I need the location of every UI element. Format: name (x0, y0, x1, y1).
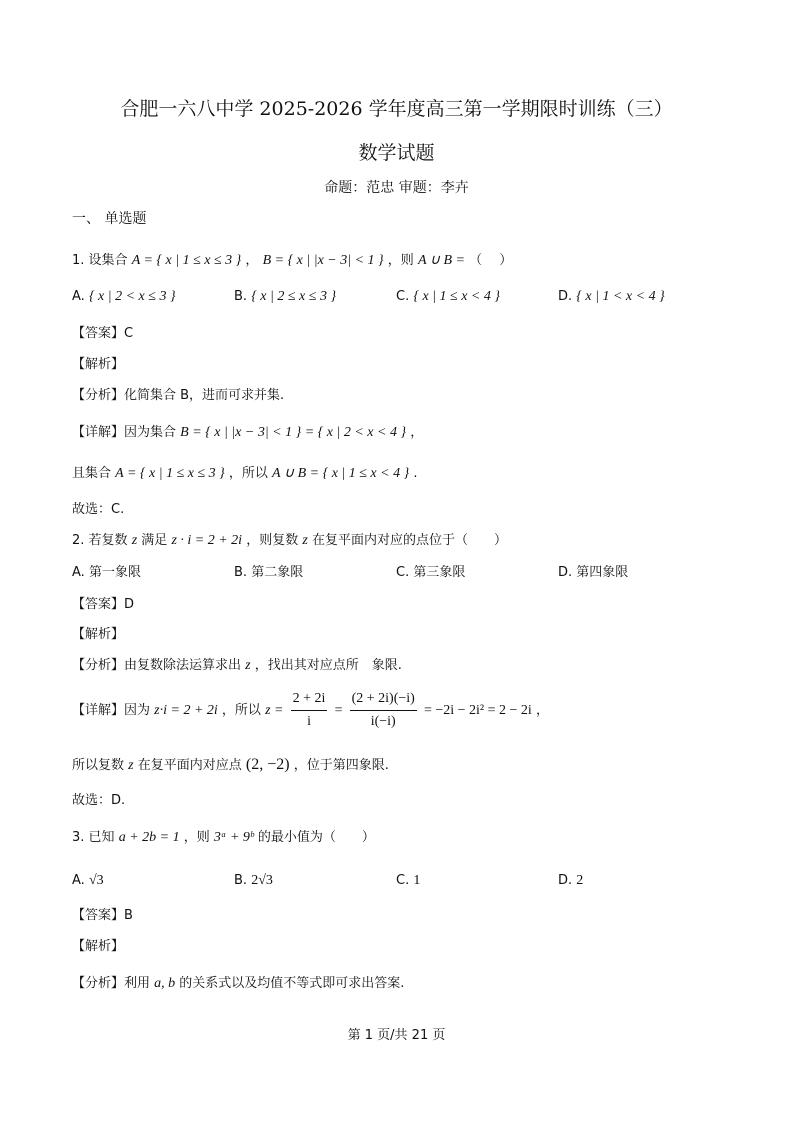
q3-stem-end: 的最小值为（ ） (257, 830, 375, 845)
q3-option-c (396, 872, 420, 890)
q1-paren: （ ） (469, 253, 513, 268)
option-label: B. (234, 873, 248, 888)
q1-detail-expr: B = { x | |x − 3| < 1 } = { x | 2 < x < 4 } (180, 425, 407, 440)
option-label: A. (72, 873, 85, 888)
option-text: 第四象限 (576, 565, 629, 580)
q2-fenxi-suffix: ，找出其对应点所 象限. (254, 658, 402, 673)
q1-detail-line2 (72, 465, 417, 483)
q3-stem-mid: ，则 (183, 830, 210, 845)
option-label: B. (234, 289, 248, 304)
q2-line2-prefix: 所以复数 (72, 758, 125, 773)
option-text: 第三象限 (413, 565, 466, 580)
q3-cond: a + 2b = 1 (118, 830, 180, 845)
section-heading: 一、 单选题 (72, 211, 147, 227)
option-label: B. (234, 565, 248, 580)
option-text: 2√3 (251, 873, 273, 888)
q2-option-b (234, 564, 303, 582)
q2-option-c (396, 564, 465, 582)
q1-option-c (396, 288, 500, 306)
q2-fraction-1 (291, 688, 328, 733)
q1-expr: A ∪ B = (417, 253, 465, 268)
q1-line2-expr: A ∪ B = { x | 1 ≤ x < 4 } (272, 466, 410, 481)
q3-fenxi-suffix: 的关系式以及均值不等式即可求出答案. (179, 976, 405, 991)
q2-fenxi (72, 657, 402, 675)
q2-z: z (302, 533, 308, 548)
q2-cond: z · i = 2 + 2i (171, 533, 243, 548)
q1-option-b (234, 288, 336, 306)
q2-stem-end: 在复平面内对应的点位于（ ） (311, 533, 507, 548)
option-label: D. (558, 289, 573, 304)
q2-z: z (128, 758, 134, 773)
q3-stem (72, 829, 375, 847)
option-text: 2 (576, 873, 584, 888)
q1-detail (72, 424, 423, 442)
q3-fenxi-prefix: 【分析】利用 (72, 976, 151, 991)
q1-line2-a: A = { x | 1 ≤ x ≤ 3 } (115, 466, 225, 481)
q2-line2-end: ，位于第四象限. (293, 758, 389, 773)
q3-expr: 3ᵃ + 9ᵇ (213, 830, 254, 845)
q2-fenxi-prefix: 【分析】由复数除法运算求出 (72, 658, 242, 673)
option-text: { x | 1 ≤ x < 4 } (413, 289, 500, 304)
q1-option-d (558, 288, 665, 306)
option-label: C. (396, 565, 410, 580)
option-text: 第二象限 (251, 565, 304, 580)
q2-detail-z: z = (265, 703, 284, 718)
q2-stem (72, 532, 507, 550)
q3-answer: 【答案】B (72, 908, 133, 923)
option-label: A. (72, 289, 85, 304)
q2-choice: 故选：D. (72, 793, 126, 808)
authors-line: 命题：范忠 审题：李卉 (324, 180, 469, 196)
fraction-denominator: i(−i) (370, 714, 396, 729)
q2-fraction-2 (350, 688, 417, 733)
q1-jiexi: 【解析】 (72, 357, 125, 372)
q2-detail-prefix: 【详解】因为 (72, 703, 151, 718)
option-label: D. (558, 873, 573, 888)
option-label: D. (558, 565, 573, 580)
subject-title: 数学试题 (358, 142, 435, 164)
option-text: { x | 1 < x < 4 } (576, 289, 665, 304)
q3-option-d (558, 872, 583, 890)
q2-answer: 【答案】D (72, 597, 135, 612)
option-label: C. (396, 873, 410, 888)
q2-detail-line2 (72, 756, 389, 775)
q1-sep: ， (245, 253, 259, 268)
q1-set-b: B = { x | |x − 3| < 1 } (262, 253, 384, 268)
q2-line2-mid: 在复平面内对应点 (137, 758, 242, 773)
q2-detail-end: ， (535, 703, 549, 718)
q2-z: z (131, 533, 138, 548)
option-text: √3 (88, 873, 104, 888)
option-text: { x | 2 ≤ x ≤ 3 } (251, 289, 337, 304)
q1-line2-end: . (413, 466, 418, 481)
fraction-numerator: (2 + 2i)(−i) (350, 688, 417, 711)
q2-detail (72, 688, 549, 734)
q2-point: (2, −2) (245, 756, 290, 773)
q2-stem-mid2: ，则复数 (246, 533, 299, 548)
q2-stem-prefix: 2. 若复数 (72, 533, 128, 548)
fraction-numerator: 2 + 2i (291, 688, 328, 711)
q1-detail-suffix: ， (410, 425, 424, 440)
option-label: C. (396, 289, 410, 304)
q2-option-d (558, 564, 628, 582)
q1-option-a (72, 288, 176, 306)
fraction-denominator: i (307, 714, 311, 729)
q3-option-a (72, 872, 104, 890)
q1-stem-prefix: 1. 设集合 (72, 253, 128, 268)
q1-mid: ，则 (387, 253, 414, 268)
q3-fenxi (72, 975, 404, 993)
q2-detail-mid: ，所以 (221, 703, 261, 718)
q2-option-a (72, 564, 141, 582)
q2-detail-cond: z·i = 2 + 2i (154, 703, 218, 718)
equals-sign: = (334, 703, 343, 718)
option-text: { x | 2 < x ≤ 3 } (88, 289, 176, 304)
q3-option-b (234, 872, 273, 890)
q3-jiexi: 【解析】 (72, 939, 125, 954)
q2-stem-mid1: 满足 (141, 533, 168, 548)
page-footer: 第 1 页/共 21 页 (347, 1028, 446, 1043)
option-label: A. (72, 565, 85, 580)
q3-stem-prefix: 3. 已知 (72, 830, 115, 845)
q2-z: z (245, 658, 251, 673)
q1-line2-mid: ，所以 (228, 466, 268, 481)
q1-choice: 故选：C. (72, 502, 125, 517)
option-text: 1 (413, 873, 421, 888)
q1-detail-prefix: 【详解】因为集合 (72, 425, 177, 440)
option-text: 第一象限 (88, 565, 141, 580)
q1-set-a: A = { x | 1 ≤ x ≤ 3 } (131, 253, 242, 268)
q1-fenxi: 【分析】化简集合 B，进而可求并集. (72, 388, 285, 403)
q1-answer: 【答案】C (72, 326, 134, 341)
q1-line2-prefix: 且集合 (72, 466, 112, 481)
q2-jiexi: 【解析】 (72, 627, 125, 642)
q1-stem (72, 252, 512, 270)
q3-fenxi-vars: a, b (154, 976, 176, 991)
q2-detail-tail: = −2i − 2i² = 2 − 2i (423, 703, 532, 718)
exam-title: 合肥一六八中学 2025-2026 学年度高三第一学期限时训练（三） (120, 98, 673, 120)
